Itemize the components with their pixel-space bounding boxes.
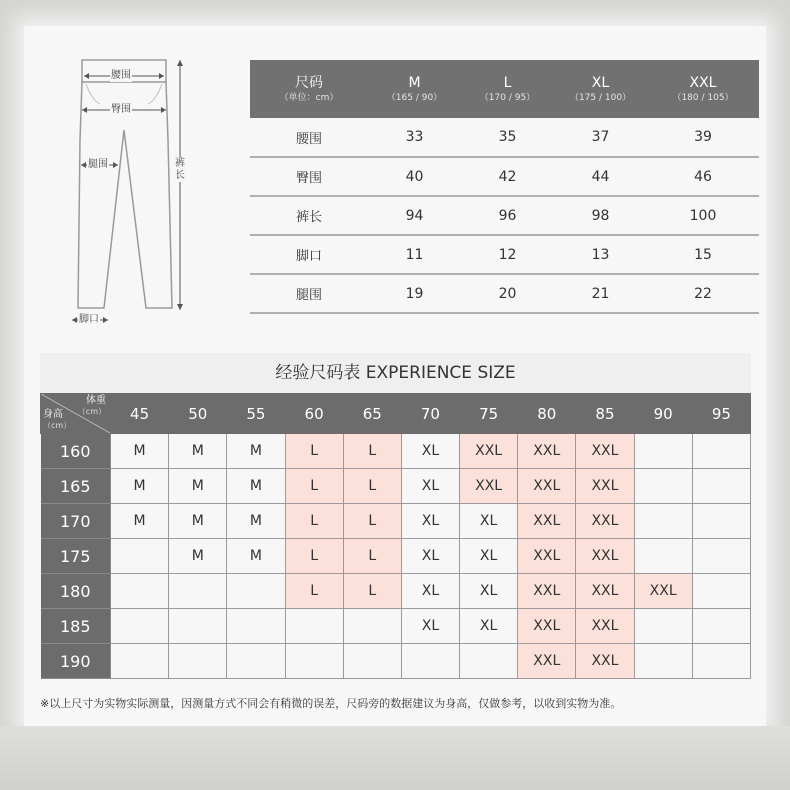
measurement-label: 裤长 <box>250 196 368 235</box>
height-header: 175 <box>41 539 111 574</box>
height-row <box>41 504 751 539</box>
hip-label: 臀围 <box>111 104 131 115</box>
size-recommendation-cell <box>285 644 343 679</box>
measurement-value: 100 <box>647 196 759 235</box>
size-row <box>250 274 759 313</box>
size-recommendation-cell: XXL <box>460 469 518 504</box>
size-recommendation-cell <box>343 609 401 644</box>
height-row <box>41 434 751 469</box>
measurement-value: 46 <box>647 157 759 196</box>
measurement-value: 40 <box>368 157 461 196</box>
size-recommendation-cell: XXL <box>576 574 634 609</box>
size-recommendation-cell: XL <box>401 539 459 574</box>
size-recommendation-cell: M <box>111 504 169 539</box>
size-header-row <box>250 60 759 118</box>
size-header-l: L （170 / 95） <box>461 60 554 118</box>
size-recommendation-cell: XXL <box>634 574 692 609</box>
size-recommendation-cell: M <box>169 539 227 574</box>
weight-header: 60 <box>285 394 343 434</box>
size-recommendation-cell: XXL <box>518 539 576 574</box>
size-recommendation-cell: M <box>227 504 285 539</box>
size-recommendation-cell: XL <box>401 574 459 609</box>
size-recommendation-cell: XXL <box>518 504 576 539</box>
size-recommendation-cell: L <box>285 469 343 504</box>
measurement-value: 15 <box>647 235 759 274</box>
size-recommendation-cell: M <box>227 469 285 504</box>
size-recommendation-cell <box>634 644 692 679</box>
weight-header: 45 <box>111 394 169 434</box>
size-recommendation-cell <box>692 609 750 644</box>
measurement-value: 98 <box>554 196 647 235</box>
measurement-value: 12 <box>461 235 554 274</box>
size-recommendation-cell <box>634 539 692 574</box>
size-recommendation-cell: M <box>227 539 285 574</box>
waist-label: 腰围 <box>111 70 131 81</box>
size-recommendation-cell: XL <box>460 504 518 539</box>
size-recommendation-cell <box>634 504 692 539</box>
size-recommendation-cell <box>285 609 343 644</box>
pants-diagram <box>0 0 220 330</box>
weight-header: 65 <box>343 394 401 434</box>
size-header-m: M （165 / 90） <box>368 60 461 118</box>
measurement-value: 42 <box>461 157 554 196</box>
size-recommendation-cell: L <box>343 469 401 504</box>
measurement-value: 35 <box>461 118 554 157</box>
size-recommendation-cell: XL <box>401 434 459 469</box>
size-recommendation-cell: M <box>227 434 285 469</box>
size-recommendation-cell: XXL <box>576 434 634 469</box>
experience-size-table <box>40 393 751 679</box>
size-recommendation-cell <box>227 644 285 679</box>
measurement-value: 21 <box>554 274 647 313</box>
size-recommendation-cell: XXL <box>518 469 576 504</box>
height-header: 190 <box>41 644 111 679</box>
size-recommendation-cell: XL <box>460 609 518 644</box>
measurement-label: 腰围 <box>250 118 368 157</box>
measurement-value: 44 <box>554 157 647 196</box>
size-recommendation-cell <box>692 504 750 539</box>
size-recommendation-cell: M <box>111 434 169 469</box>
pants-outline-icon <box>0 0 220 330</box>
size-header-xl: XL （175 / 100） <box>554 60 647 118</box>
height-header: 185 <box>41 609 111 644</box>
size-recommendation-cell: L <box>343 504 401 539</box>
height-axis-label: 身高 （cm） <box>43 409 72 430</box>
size-recommendation-cell <box>169 574 227 609</box>
size-recommendation-cell <box>111 574 169 609</box>
height-header: 165 <box>41 469 111 504</box>
weight-header-row <box>41 394 751 434</box>
weight-header: 75 <box>460 394 518 434</box>
size-recommendation-cell: XL <box>460 574 518 609</box>
height-row <box>41 539 751 574</box>
experience-size-title: 经验尺码表 EXPERIENCE SIZE <box>40 353 751 393</box>
weight-header: 70 <box>401 394 459 434</box>
size-recommendation-cell <box>227 609 285 644</box>
measurement-value: 13 <box>554 235 647 274</box>
background-fade <box>0 726 790 790</box>
size-recommendation-cell <box>634 609 692 644</box>
size-recommendation-cell: M <box>169 504 227 539</box>
measurement-label: 臀围 <box>250 157 368 196</box>
size-recommendation-cell <box>401 644 459 679</box>
size-recommendation-cell: L <box>343 539 401 574</box>
weight-header: 85 <box>576 394 634 434</box>
height-row <box>41 644 751 679</box>
measurement-label: 脚口 <box>250 235 368 274</box>
size-recommendation-cell <box>169 609 227 644</box>
size-recommendation-cell <box>169 644 227 679</box>
height-row <box>41 469 751 504</box>
measurement-label: 腿围 <box>250 274 368 313</box>
measurement-value: 19 <box>368 274 461 313</box>
size-recommendation-cell: L <box>285 504 343 539</box>
size-recommendation-cell: XXL <box>576 469 634 504</box>
measurement-value: 33 <box>368 118 461 157</box>
size-recommendation-cell: XXL <box>518 644 576 679</box>
size-recommendation-cell: XXL <box>518 434 576 469</box>
size-recommendation-cell: XL <box>460 539 518 574</box>
measurement-value: 96 <box>461 196 554 235</box>
weight-header: 90 <box>634 394 692 434</box>
weight-axis-label: 体重 （cm） <box>77 395 106 416</box>
length-label: 裤长 <box>175 158 185 181</box>
size-recommendation-cell: XXL <box>576 539 634 574</box>
measurement-value: 11 <box>368 235 461 274</box>
size-recommendation-cell: XXL <box>576 644 634 679</box>
measurement-footnote: ※以上尺寸为实物实际测量，因测量方式不同会有稍微的误差，尺码旁的数据建议为身高，仅做参考，以收到实物为准。 <box>40 697 622 710</box>
size-header-xxl: XXL （180 / 105） <box>647 60 759 118</box>
table-corner-header <box>41 394 111 434</box>
size-recommendation-cell: L <box>343 434 401 469</box>
measurement-value: 22 <box>647 274 759 313</box>
size-row <box>250 196 759 235</box>
height-header: 180 <box>41 574 111 609</box>
size-recommendation-cell <box>692 434 750 469</box>
measurement-value: 39 <box>647 118 759 157</box>
size-recommendation-cell: M <box>169 434 227 469</box>
height-header: 170 <box>41 504 111 539</box>
thigh-label: 腿围 <box>88 159 108 170</box>
size-recommendation-cell <box>692 539 750 574</box>
weight-header: 80 <box>518 394 576 434</box>
size-recommendation-cell: XXL <box>518 609 576 644</box>
size-recommendation-cell <box>343 644 401 679</box>
leg-opening-label: 脚口 <box>79 314 99 325</box>
size-recommendation-cell <box>111 539 169 574</box>
size-recommendation-cell <box>692 574 750 609</box>
size-row <box>250 157 759 196</box>
size-recommendation-cell: XL <box>401 504 459 539</box>
size-recommendation-cell <box>634 434 692 469</box>
size-recommendation-cell <box>227 574 285 609</box>
size-recommendation-cell: XXL <box>576 609 634 644</box>
size-row <box>250 235 759 274</box>
size-measurement-table <box>250 60 759 314</box>
weight-header: 95 <box>692 394 750 434</box>
size-recommendation-cell: XL <box>401 469 459 504</box>
size-recommendation-cell: XXL <box>518 574 576 609</box>
height-row <box>41 609 751 644</box>
size-recommendation-cell: L <box>343 574 401 609</box>
size-recommendation-cell <box>111 644 169 679</box>
height-row <box>41 574 751 609</box>
size-recommendation-cell: L <box>285 539 343 574</box>
weight-header: 50 <box>169 394 227 434</box>
size-recommendation-cell <box>460 644 518 679</box>
size-recommendation-cell <box>111 609 169 644</box>
measurement-value: 37 <box>554 118 647 157</box>
measurement-value: 94 <box>368 196 461 235</box>
measurement-value: 20 <box>461 274 554 313</box>
size-row <box>250 118 759 157</box>
size-recommendation-cell <box>692 469 750 504</box>
height-header: 160 <box>41 434 111 469</box>
size-recommendation-cell: M <box>169 469 227 504</box>
size-recommendation-cell: L <box>285 434 343 469</box>
size-recommendation-cell: M <box>111 469 169 504</box>
size-header-label: 尺码 （单位：cm） <box>250 60 368 118</box>
size-recommendation-cell <box>692 644 750 679</box>
size-recommendation-cell: XXL <box>576 504 634 539</box>
size-recommendation-cell: L <box>285 574 343 609</box>
size-recommendation-cell: XL <box>401 609 459 644</box>
size-recommendation-cell <box>634 469 692 504</box>
weight-header: 55 <box>227 394 285 434</box>
size-recommendation-cell: XXL <box>460 434 518 469</box>
